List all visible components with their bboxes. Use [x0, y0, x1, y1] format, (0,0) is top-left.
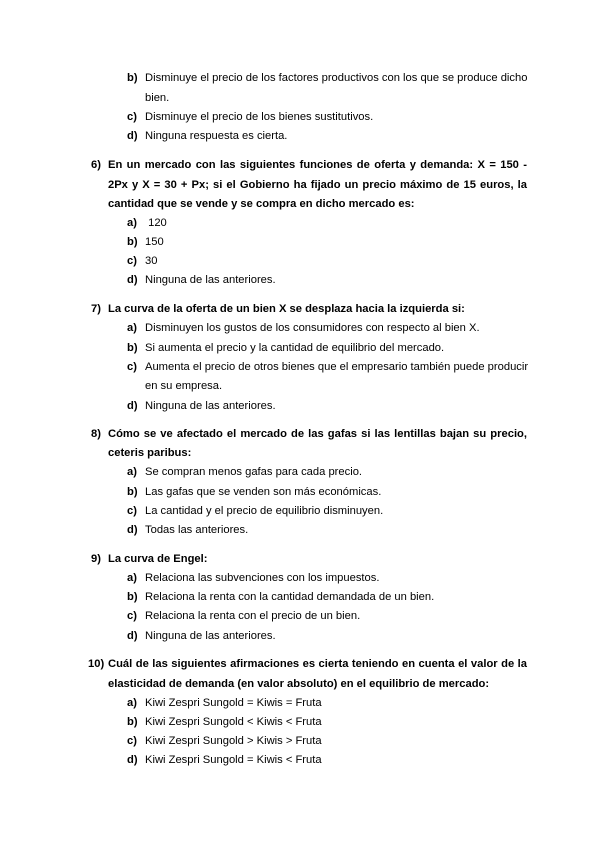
option-text: Ninguna de las anteriores. [145, 630, 276, 642]
option-text: Kiwi Zespri Sungold = Kiwis = Fruta [145, 697, 322, 709]
option-letter: b) [127, 716, 138, 728]
question-text: elasticidad de demanda (en valor absoluto) en el equilibrio de mercado: [108, 678, 490, 690]
option-letter: a) [127, 217, 137, 229]
option-letter: c) [127, 361, 137, 373]
option-letter: d) [127, 130, 138, 142]
option-letter: c) [127, 255, 137, 267]
option-letter: d) [127, 274, 138, 286]
option-letter: c) [127, 735, 137, 747]
option-text: Relaciona la renta con la cantidad demandada de un bien. [145, 591, 435, 603]
question-number: 9) [91, 553, 101, 565]
option-text: 120 [145, 217, 167, 229]
option-text: Aumenta el precio de otros bienes que el empresario también puede producir [145, 361, 529, 373]
option-letter: d) [127, 754, 138, 766]
option-letter: b) [127, 591, 138, 603]
option-text: Kiwi Zespri Sungold < Kiwis < Fruta [145, 716, 322, 728]
question-text: Cuál de las siguientes afirmaciones es cierta teniendo en cuenta el valor de la [108, 658, 527, 670]
option-letter: c) [127, 111, 137, 123]
option-letter: b) [127, 236, 138, 248]
question-text: La curva de Engel: [108, 553, 208, 565]
option-text: Ninguna de las anteriores. [145, 274, 276, 286]
option-letter: c) [127, 610, 137, 622]
option-text: Todas las anteriores. [145, 524, 249, 536]
option-letter: d) [127, 400, 138, 412]
option-letter: a) [127, 322, 137, 334]
option-text: Las gafas que se venden son más económicas. [145, 486, 382, 498]
option-text: Disminuye el precio de los bienes sustitutivos. [145, 111, 374, 123]
question-text: ceteris paribus: [108, 447, 192, 459]
question-text: 2Px y X = 30 + Px; si el Gobierno ha fijado un precio máximo de 15 euros, la [108, 179, 527, 191]
question-number: 8) [91, 428, 101, 440]
option-text: en su empresa. [145, 380, 223, 392]
option-text: Ninguna de las anteriores. [145, 400, 276, 412]
option-letter: a) [127, 572, 137, 584]
question-number: 10) [88, 658, 105, 670]
question-text: En un mercado con las siguientes funciones de oferta y demanda: X = 150 - [108, 159, 527, 171]
option-text: Relaciona la renta con el precio de un bien. [145, 610, 361, 622]
option-letter: a) [127, 466, 137, 478]
question-text: cantidad que se vende y se compra en dicho mercado es: [108, 198, 415, 210]
option-letter: d) [127, 630, 138, 642]
option-letter: b) [127, 72, 138, 84]
option-text: Ninguna respuesta es cierta. [145, 130, 288, 142]
option-text: Si aumenta el precio y la cantidad de equilibrio del mercado. [145, 342, 445, 354]
question-number: 7) [91, 303, 101, 315]
option-text: Kiwi Zespri Sungold > Kiwis > Fruta [145, 735, 322, 747]
question-text: La curva de la oferta de un bien X se desplaza hacia la izquierda si: [108, 303, 465, 315]
option-text: Disminuye el precio de los factores productivos con los que se produce dicho [145, 72, 528, 84]
option-letter: b) [127, 342, 138, 354]
question-number: 6) [91, 159, 101, 171]
option-text: Se compran menos gafas para cada precio. [145, 466, 363, 478]
option-letter: d) [127, 524, 138, 536]
option-text: La cantidad y el precio de equilibrio disminuyen. [145, 505, 384, 517]
option-text: bien. [145, 92, 170, 104]
option-letter: c) [127, 505, 137, 517]
option-text: Kiwi Zespri Sungold = Kiwis < Fruta [145, 754, 322, 766]
option-letter: a) [127, 697, 137, 709]
option-text: 30 [145, 255, 158, 267]
option-text: Relaciona las subvenciones con los impuestos. [145, 572, 380, 584]
question-text: Cómo se ve afectado el mercado de las gafas si las lentillas bajan su precio, [108, 428, 527, 440]
option-text: Disminuyen los gustos de los consumidores con respecto al bien X. [145, 322, 480, 334]
option-text: 150 [145, 236, 164, 248]
option-letter: b) [127, 486, 138, 498]
